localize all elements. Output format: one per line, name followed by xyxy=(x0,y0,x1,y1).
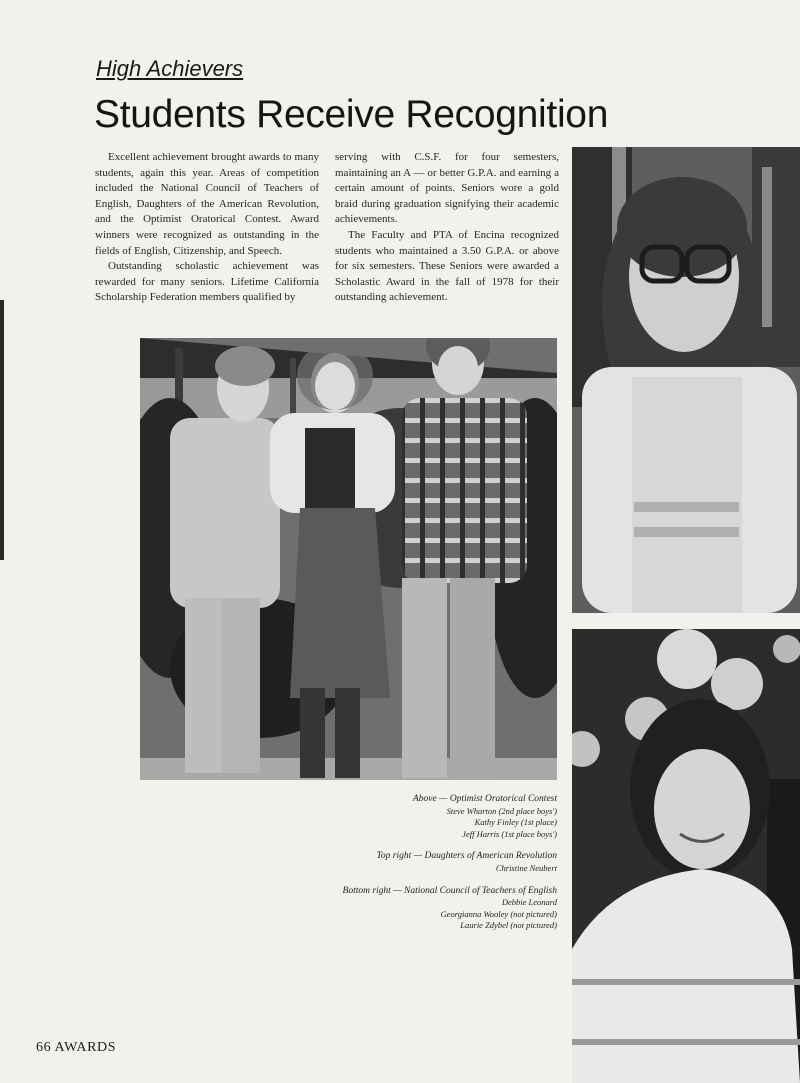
caption-name: Steve Wharton (2nd place boys') xyxy=(446,805,557,816)
page-title: Students Receive Recognition xyxy=(94,93,609,136)
body-paragraph: Outstanding scholastic achievement was rewarded for many seniors. Lifetime California Scholarship Federation members qualified by xyxy=(95,260,319,304)
caption-name: Debbie Leonard xyxy=(501,897,557,908)
caption-name: Christine Neubert xyxy=(495,862,557,873)
caption-group-bottom-right xyxy=(300,886,557,932)
caption-name: Kathy Finley (1st place) xyxy=(474,817,557,828)
caption-heading: Bottom right — National Council of Teachers of English xyxy=(342,885,557,896)
page-folio: 66 AWARDS xyxy=(36,1040,117,1055)
photo-captions xyxy=(300,794,557,943)
caption-heading: Above — Optimist Oratorical Contest xyxy=(412,794,557,804)
caption-name: Laurie Zdybel (not pictured) xyxy=(460,920,557,931)
section-kicker: High Achievers xyxy=(96,56,244,81)
group-photo xyxy=(140,338,557,780)
caption-group-above xyxy=(300,794,557,840)
caption-name: Jeff Harris (1st place boys') xyxy=(462,828,557,839)
left-edge-bleed xyxy=(0,300,4,560)
body-paragraph: serving with C.S.F. for four semesters, maintaining an A — or better G.P.A. and earning a certain amount of points. Seniors wore a gold braid during graduation signifying their academic achievements. xyxy=(335,151,559,226)
body-column-1 xyxy=(95,150,319,306)
body-column-2 xyxy=(335,150,559,306)
portrait-bottom-right xyxy=(572,629,800,1083)
body-paragraph: Excellent achievement brought awards to many students, again this year. Areas of competition included the National Council of Teachers of English, Daughters of the American Revolution, and the Optimist Oratorical Contest. Award winners were recognized as outstanding in the fields of English, Citizenship, and Speech. xyxy=(95,151,319,257)
body-paragraph: The Faculty and PTA of Encina recognized students who maintained a 3.50 G.P.A. or above for six semesters. These Seniors were awarded a Scholastic Award in the fall of 1978 for their outstanding achievement. xyxy=(335,228,559,304)
caption-heading: Top right — Daughters of American Revolution xyxy=(376,851,557,862)
caption-group-top-right xyxy=(300,851,557,874)
caption-name: Georgianna Wooley (not pictured) xyxy=(440,908,557,919)
portrait-top-right xyxy=(572,147,800,613)
